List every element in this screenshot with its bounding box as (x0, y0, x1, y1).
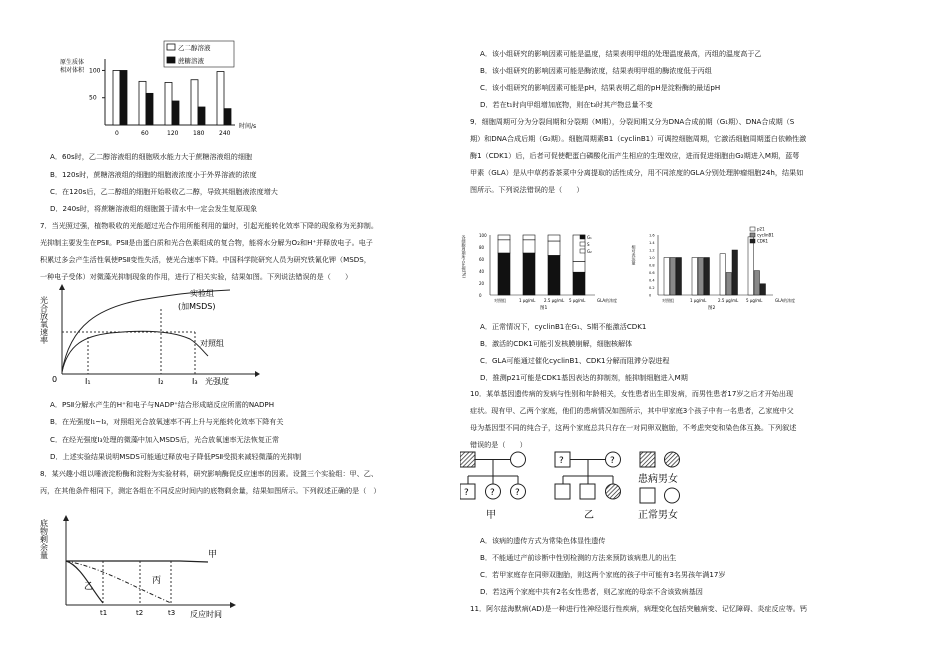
q10-stem-line: 母为基因型不同的纯合子，这两个家庭总共只存在一对同卵双胞胎，不考虑突变和染色体互换。下列叙述 (470, 423, 797, 432)
q8-xlabel: 反应时间 (190, 610, 222, 619)
q9c2-bar (748, 237, 754, 295)
q8-label-yi: 乙 (84, 582, 94, 592)
legend-normal-female (665, 488, 680, 503)
q9c1-ytick-label: 80 (479, 245, 485, 250)
q9c1-legend-swatch (580, 235, 585, 239)
q9c1-xlabel: GLA的浓度 (597, 298, 618, 303)
q9c1-ylabel: 各细胞周期所占比例(%) (461, 235, 467, 278)
q9c2-bar (732, 250, 738, 295)
q9c2-ytick-label: 0.8 (649, 263, 655, 268)
q10-stem-line: 错误的是（ ） (470, 440, 527, 449)
q-mark: ? (515, 488, 520, 498)
q7-ctrl-curve (62, 331, 208, 372)
q-mark: ? (610, 456, 615, 466)
q6-bar (198, 107, 205, 125)
q9-stem-line: 甲素（GLA）是从中草药香茶菜中分离提取的活性成分，用不同浓度的GLA分别处理肿瘤细胞24h，结果如 (470, 168, 804, 177)
q9c2-ytick-label: 1.4 (649, 241, 655, 245)
q9c2-xtick-label: 2.5 μg/mL (718, 298, 739, 303)
q9c1-legend-label: S (587, 242, 590, 247)
q8-xtick-t2: t2 (136, 609, 144, 617)
legend-affected-female (665, 452, 680, 467)
q9-chart1 (460, 225, 630, 310)
q9-option-c: C．GLA可能通过催化cyclinB1、CDK1分解而阻滞分裂进程 (480, 356, 670, 365)
q6-bar (224, 109, 231, 125)
q9-stem-line: 酶1（CDK1）后，后者可促使靶蛋白磷酸化而产生相应的生理效应，进而促进细胞由G₂期进入M期，蓝萼 (470, 151, 800, 160)
q9c2-legend-swatch (750, 227, 755, 231)
q10-pedigree (460, 448, 720, 528)
q8-stem-line: 丙，在其他条件相同下，测定各组在不同反应时间内的底物剩余量，结果如图所示。下列叙述正确的是（ ） (40, 486, 381, 495)
q9c2-xtick-label: 1 μg/mL (690, 298, 707, 303)
q9c1-legend-label: G₁ (587, 235, 592, 240)
q9c1-legend-swatch (580, 249, 585, 253)
q6-xtick-label: 240 (219, 130, 231, 137)
q6-legend-label: 蔗糖溶液 (178, 57, 204, 65)
q7-ctrl-label: 对照组 (200, 339, 224, 348)
q9c1-bar (498, 240, 510, 253)
q9c2-bar (754, 271, 760, 295)
q9c1-ytick-label: 20 (479, 281, 485, 286)
q8-y-arrow (63, 515, 69, 521)
q-mark: ? (559, 456, 564, 466)
q10-option-c: C．若甲家庭存在同卵双胞胎，则这两个家庭的孩子中可能有3名男孩年满17岁 (480, 570, 726, 579)
jia-mother-normal (511, 452, 526, 467)
yi-child2-normal (580, 484, 595, 499)
q7-option-a: A．PSⅡ分解水产生的H⁺和电子与NADP⁺结合形成暗反应所需的NADPH (50, 400, 275, 409)
q9c1-xtick-label: 1 μg/mL (519, 298, 536, 303)
q6-ytick-label: 50 (89, 94, 97, 102)
q9c2-bar (676, 258, 682, 296)
q9c2-ylabel: 相对表达量 (631, 245, 637, 265)
q8-label-jia: 甲 (208, 550, 218, 560)
q9c2-bar (720, 254, 726, 295)
q7-exp-label: 实验组 (190, 289, 214, 298)
q6-legend-swatch (167, 44, 175, 50)
q9c1-xtick-label: 5 μg/mL (569, 298, 586, 303)
q9c2-ytick-label: 1.2 (649, 248, 655, 253)
q7-origin: 0 (52, 375, 58, 384)
q9c2-bar (726, 273, 732, 296)
q6-xlabel: 时间/s (239, 123, 257, 130)
q9c1-bar (498, 253, 510, 295)
q6-bar (217, 72, 224, 125)
q6-option-b: B．120s时，蔗糖溶液组的细胞的细胞液浓度小于外界溶液的浓度 (50, 170, 257, 179)
q9c2-bar (760, 284, 766, 295)
q9c2-bar (692, 258, 698, 296)
q6-ylabel: 原生质体 (60, 59, 85, 66)
q6-ylabel-2: 相对体积 (60, 67, 85, 74)
q6-bar-chart (60, 40, 270, 140)
q10-option-d: D．若这两个家庭中共有2名女性患者，则乙家庭的母亲不含该致病基因 (480, 587, 703, 596)
q9c2-legend-swatch (750, 239, 755, 243)
q6-bar (120, 70, 127, 125)
q7-x-arrow (255, 371, 260, 377)
q9c1-bar (573, 272, 585, 295)
q9c2-bar (664, 258, 670, 296)
q9c2-bar (698, 258, 704, 296)
q6-ytick-label: 100 (89, 67, 101, 75)
legend-normal-male (640, 488, 655, 503)
q9c2-ytick-label: 1.0 (649, 256, 655, 260)
q7-xtick-i3: I₃ (192, 377, 198, 386)
q7-stem-line: 光抑制主要发生在PSⅡ。PSⅡ是由蛋白质和光合色素组成的复合物，能将水分解为O₂和H⁺并释放电子。电子 (40, 238, 373, 247)
q8-x-arrow (230, 602, 236, 608)
q8-ylabel: 底物剩余量 (40, 519, 49, 559)
q10-stem-line: 症状。现有甲、乙两个家庭，他们的患病情况如图所示，其中甲家庭3个孩子中有一名患者，乙家庭中父 (470, 406, 794, 415)
q9c1-bar (573, 261, 585, 272)
q9-chart2 (630, 225, 810, 310)
q9c1-xtick-label: 对照组 (494, 298, 506, 303)
q9c2-legend-label: p21 (757, 226, 765, 232)
q6-xtick-label: 120 (167, 130, 179, 137)
q9c1-legend-label: G₂ (587, 249, 592, 254)
legend-affected-label: 患病男女 (638, 474, 678, 485)
q9-option-a: A．正常情况下，cyclinB1在G₁、S期不能激活CDK1 (480, 322, 647, 331)
q8-xtick-t3: t3 (168, 609, 176, 617)
q8-option-c: C．该小组研究的影响因素可能是pH，结果表明乙组的pH是淀粉酶的最适pH (480, 83, 721, 92)
q9c2-ytick-label: 0.2 (649, 286, 655, 290)
q9c2-legend-label: cyclinB1 (757, 232, 774, 238)
q7-option-c: C．在经光强度I₃处理的微藻中加入MSDS后，光合放氧速率无法恢复正常 (50, 435, 280, 444)
q6-bar (172, 101, 179, 125)
q6-xtick-label: 180 (193, 130, 205, 137)
q6-bar (146, 93, 153, 125)
q9-option-d: D．推测p21可能是CDK1基因表达的抑制剂，能抑制细胞进入M期 (480, 373, 688, 382)
q9c2-bar (670, 258, 676, 296)
q7-y-arrow (59, 284, 65, 290)
q9c2-xlabel: GLA的浓度 (775, 298, 796, 303)
q8-option-a: A．该小组研究的影响因素可能是温度，结果表明甲组的处理温度最高，丙组的温度高于乙 (480, 49, 762, 58)
q9c2-ytick-label: 0 (649, 293, 652, 298)
q9c1-bar (548, 241, 560, 255)
q9c1-ytick-label: 0 (479, 293, 482, 298)
q9-stem-line: 期）和DNA合成后期（G₂期）。细胞周期素B1（cyclinB1）可调控细胞周期，它激活细胞周期蛋白依赖性激 (470, 134, 807, 143)
q6-option-d: D．240s时，将蔗糖溶液组的细胞置于清水中一定会发生复原现象 (50, 204, 258, 213)
q-mark: ? (464, 488, 469, 498)
q9c1-legend-swatch (580, 242, 585, 246)
family-jia-label: 甲 (486, 510, 496, 521)
family-yi-label: 乙 (584, 510, 594, 521)
q7-light-curve-figure (40, 284, 260, 392)
q6-legend-swatch (167, 57, 175, 63)
q6-bar (139, 81, 146, 125)
q8-stem-line: 8．某兴趣小组以唾液淀粉酶和淀粉为实验材料，研究影响酶促反应速率的因素。设置三个实验组：甲、乙、 (40, 469, 378, 478)
q9c2-ytick-label: 1.6 (649, 233, 655, 238)
q9c1-bar (523, 240, 535, 253)
q7-stem-line: 一种电子受体）对微藻光抑制现象的作用，进行了相关实验，结果如图。下列说法错误的是（ ） (40, 272, 353, 281)
q6-legend-label: 乙二醇溶液 (178, 44, 211, 52)
q9c2-legend-label: CDK1 (757, 238, 769, 244)
q9c1-bar (523, 253, 535, 295)
jia-father-affected (460, 452, 475, 467)
q6-option-c: C．在120s后，乙二醇组的细胞开始吸收乙二醇，导致其细胞液浓度增大 (50, 187, 278, 196)
q6-xtick-label: 0 (115, 130, 119, 137)
q6-bar (191, 80, 198, 125)
q7-exp-sub: (加MSDS) (178, 302, 216, 311)
q7-option-b: B．在光强度I₁~I₃，对照组光合放氧速率不再上升与光能转化效率下降有关 (50, 417, 284, 426)
q8-label-bing: 丙 (152, 576, 162, 586)
q9-option-b: B．激活的CDK1可能引发核膜崩解，细胞核解体 (480, 339, 633, 348)
q9c1-ytick-label: 60 (479, 257, 485, 262)
q9c2-caption: 图2 (708, 306, 716, 310)
q7-xtick-i2: I₂ (158, 377, 164, 386)
q10-option-a: A．该病的遗传方式为常染色体显性遗传 (480, 536, 606, 545)
q8-option-d: D．若在t₁时向甲组增加底物，则在t₃时其产物总量不变 (480, 100, 653, 109)
legend-affected-male (640, 452, 655, 467)
q6-option-a: A．60s时，乙二醇溶液组的细胞吸水能力大于蔗糖溶液组的细胞 (50, 152, 253, 161)
q9c1-bar (548, 235, 560, 241)
q9c2-ytick-label: 0.4 (649, 278, 655, 283)
q9c1-caption: 图1 (540, 306, 548, 310)
q11-stem-line: 11．阿尔兹海默病(AD)是一种进行性神经退行性疾病，病理变化包括突触病变、记忆障碍、炎症反应等。钙 (470, 604, 807, 613)
q9c2-bar (704, 258, 710, 296)
q8-option-b: B．该小组研究的影响因素可能是酶浓度，结果表明甲组的酶浓度低于丙组 (480, 66, 712, 75)
q8-curve-jia (66, 561, 208, 562)
q8-xtick-t1: t1 (100, 609, 108, 617)
q7-xlabel: 光强度 (205, 377, 229, 386)
q7-xtick-i1: I₁ (85, 377, 91, 386)
legend-normal-label: 正常男女 (638, 510, 678, 521)
q7-ylabel: 光合放氧速率 (40, 296, 49, 344)
q7-option-d: D．上述实验结果说明MSDS可能通过释放电子降低PSⅡ受损来减轻微藻的光抑制 (50, 452, 302, 461)
q9-stem-line: 图所示。下列说法错误的是（ ） (470, 185, 584, 194)
yi-child1-normal (555, 484, 570, 499)
q7-stem-line: 积累过多会产生活性氧使PSⅡ变性失活，使光合速率下降。中国科学院研究人员为研究铁氰化钾（MSDS， (40, 255, 371, 264)
q9-stem-line: 9．细胞周期可分为分裂间期和分裂期（M期），分裂间期又分为DNA合成前期（G₁期）、DNA合成期（S (470, 117, 795, 126)
q9c1-xtick-label: 2.5 μg/mL (544, 298, 565, 303)
q9c1-bar (548, 255, 560, 295)
q6-bar (165, 82, 172, 125)
q9c2-xtick-label: 对照组 (662, 298, 674, 303)
q6-bar (113, 70, 120, 125)
q8-substrate-figure (40, 505, 240, 625)
yi-child3-affected (606, 484, 621, 499)
q9c1-ytick-label: 40 (479, 269, 485, 274)
q10-stem-line: 10．某单基因遗传病的发病与性别和年龄相关，女性患者出生即发病，而男性患者17岁之后才开始出现 (470, 389, 794, 398)
q9c2-ytick-label: 0.6 (649, 271, 655, 275)
q10-option-b: B．不能通过产前诊断中性别检测的方法来预防该病患儿的出生 (480, 553, 677, 562)
q-mark: ? (490, 488, 495, 498)
q9c2-legend-swatch (750, 233, 755, 237)
q9c1-ytick-label: 100 (479, 233, 487, 238)
q7-stem-line: 7．当光照过强，植物吸收的光能超过光合作用所能利用的量时，引起光能转化效率下降的现象称为光抑制。 (40, 221, 378, 230)
q9c1-bar (523, 235, 535, 240)
q9c1-bar (498, 235, 510, 240)
q6-xtick-label: 60 (141, 130, 149, 137)
q9c2-xtick-label: 5 μg/mL (746, 298, 763, 303)
